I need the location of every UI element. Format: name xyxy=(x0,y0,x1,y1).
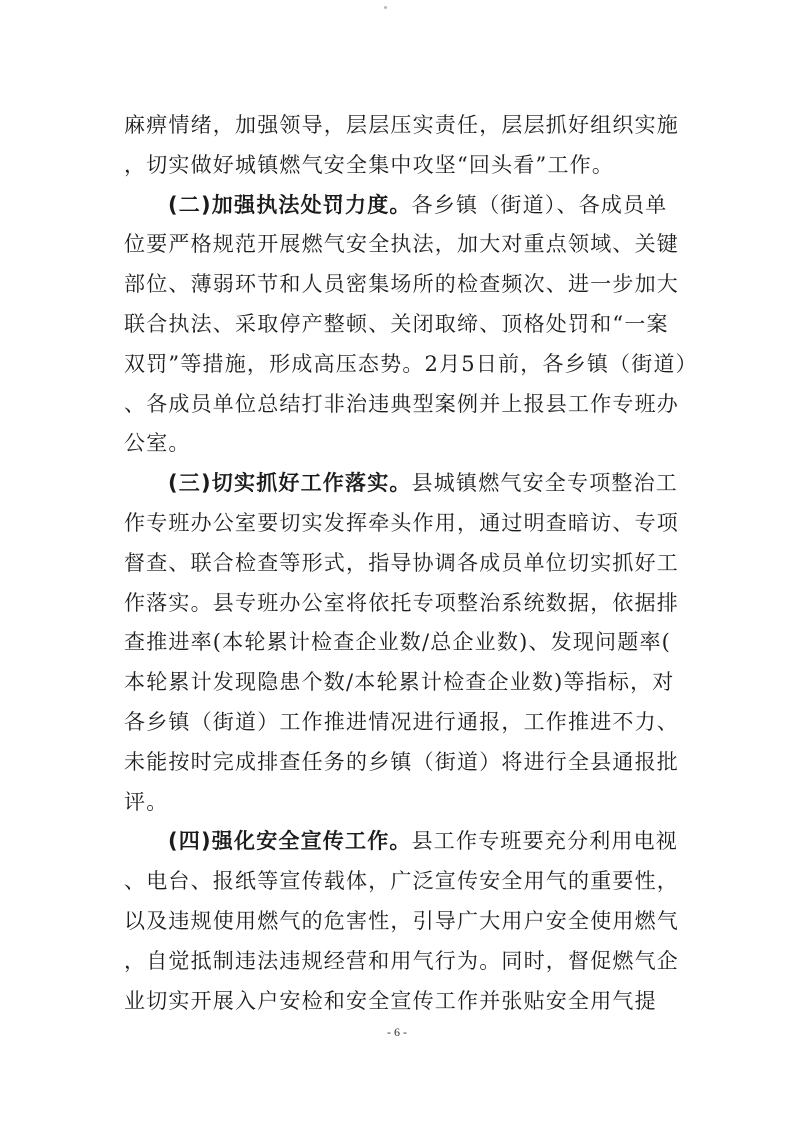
text-line: 本轮累计发现隐患个数/本轮累计检查企业数)等指标，对 xyxy=(124,670,675,695)
text-line: 以及违规使用燃气的危害性，引导广大用户安全使用燃气 xyxy=(124,908,679,933)
text-line: 作落实。县专班办公室将依托专项整治系统数据，依据排 xyxy=(124,590,679,615)
section-2-first-line xyxy=(124,186,684,226)
text-line: 、各成员单位总结打非治违典型案例并上报县工作专班办 xyxy=(124,391,679,416)
text-line: 查推进率(本轮累计检查企业数/总企业数)、发现问题率( xyxy=(124,630,672,655)
text-line: 联合执法、采取停产整顿、关闭取缔、顶格处罚和“一案 xyxy=(124,311,669,336)
text-line: 公室。 xyxy=(124,431,191,456)
text-line: 、电台、报纸等宣传载体，广泛宣传安全用气的重要性， xyxy=(124,869,679,894)
text-line: 作专班办公室要切实发挥牵头作用，通过明查暗访、专项 xyxy=(124,510,679,535)
text-line: 督查、联合检查等形式，指导协调各成员单位切实抓好工 xyxy=(124,550,679,575)
text-line: 麻痹情绪，加强领导，层层压实责任，层层抓好组织实施 xyxy=(124,113,679,137)
section-4-heading: (四)强化安全宣传工作。 xyxy=(168,829,412,854)
text-line: ，自觉抵制违法违规经营和用气行为。同时，督促燃气企 xyxy=(124,948,679,973)
text-line: 各乡镇（街道）工作推进情况进行通报，工作推进不力、 xyxy=(124,709,679,734)
body-text xyxy=(124,106,698,1021)
section-2-heading: (二)加强执法处罚力度。 xyxy=(168,192,412,217)
text-line: 位要严格规范开展燃气安全执法，加大对重点领域、关键 xyxy=(124,232,679,257)
section-3-heading: (三)切实抓好工作落实。 xyxy=(168,471,412,496)
page-number: - 6 - xyxy=(387,1025,407,1039)
text-line: 部位、薄弱环节和人员密集场所的检查频次、进一步加大 xyxy=(124,272,679,297)
section-4-first-line xyxy=(124,822,684,862)
text-line: 业切实开展入户安检和安全宣传工作并张贴安全用气提 xyxy=(124,988,657,1013)
text-line: 双罚”等措施，形成高压态势。2月5日前，各乡镇（街道） xyxy=(124,351,698,376)
text-run: 县工作专班要充分利用电视 xyxy=(411,829,679,854)
scan-speck xyxy=(384,6,387,9)
text-line: ，切实做好城镇燃气安全集中攻坚“回头看”工作。 xyxy=(124,152,615,177)
text-line: 评。 xyxy=(124,789,169,814)
text-line: 未能按时完成排查任务的乡镇（街道）将进行全县通报批 xyxy=(124,749,679,774)
section-3-first-line xyxy=(124,464,684,504)
text-run: 各乡镇（街道）、各成员单 xyxy=(411,192,668,217)
text-run: 县城镇燃气安全专项整治工 xyxy=(411,471,679,496)
